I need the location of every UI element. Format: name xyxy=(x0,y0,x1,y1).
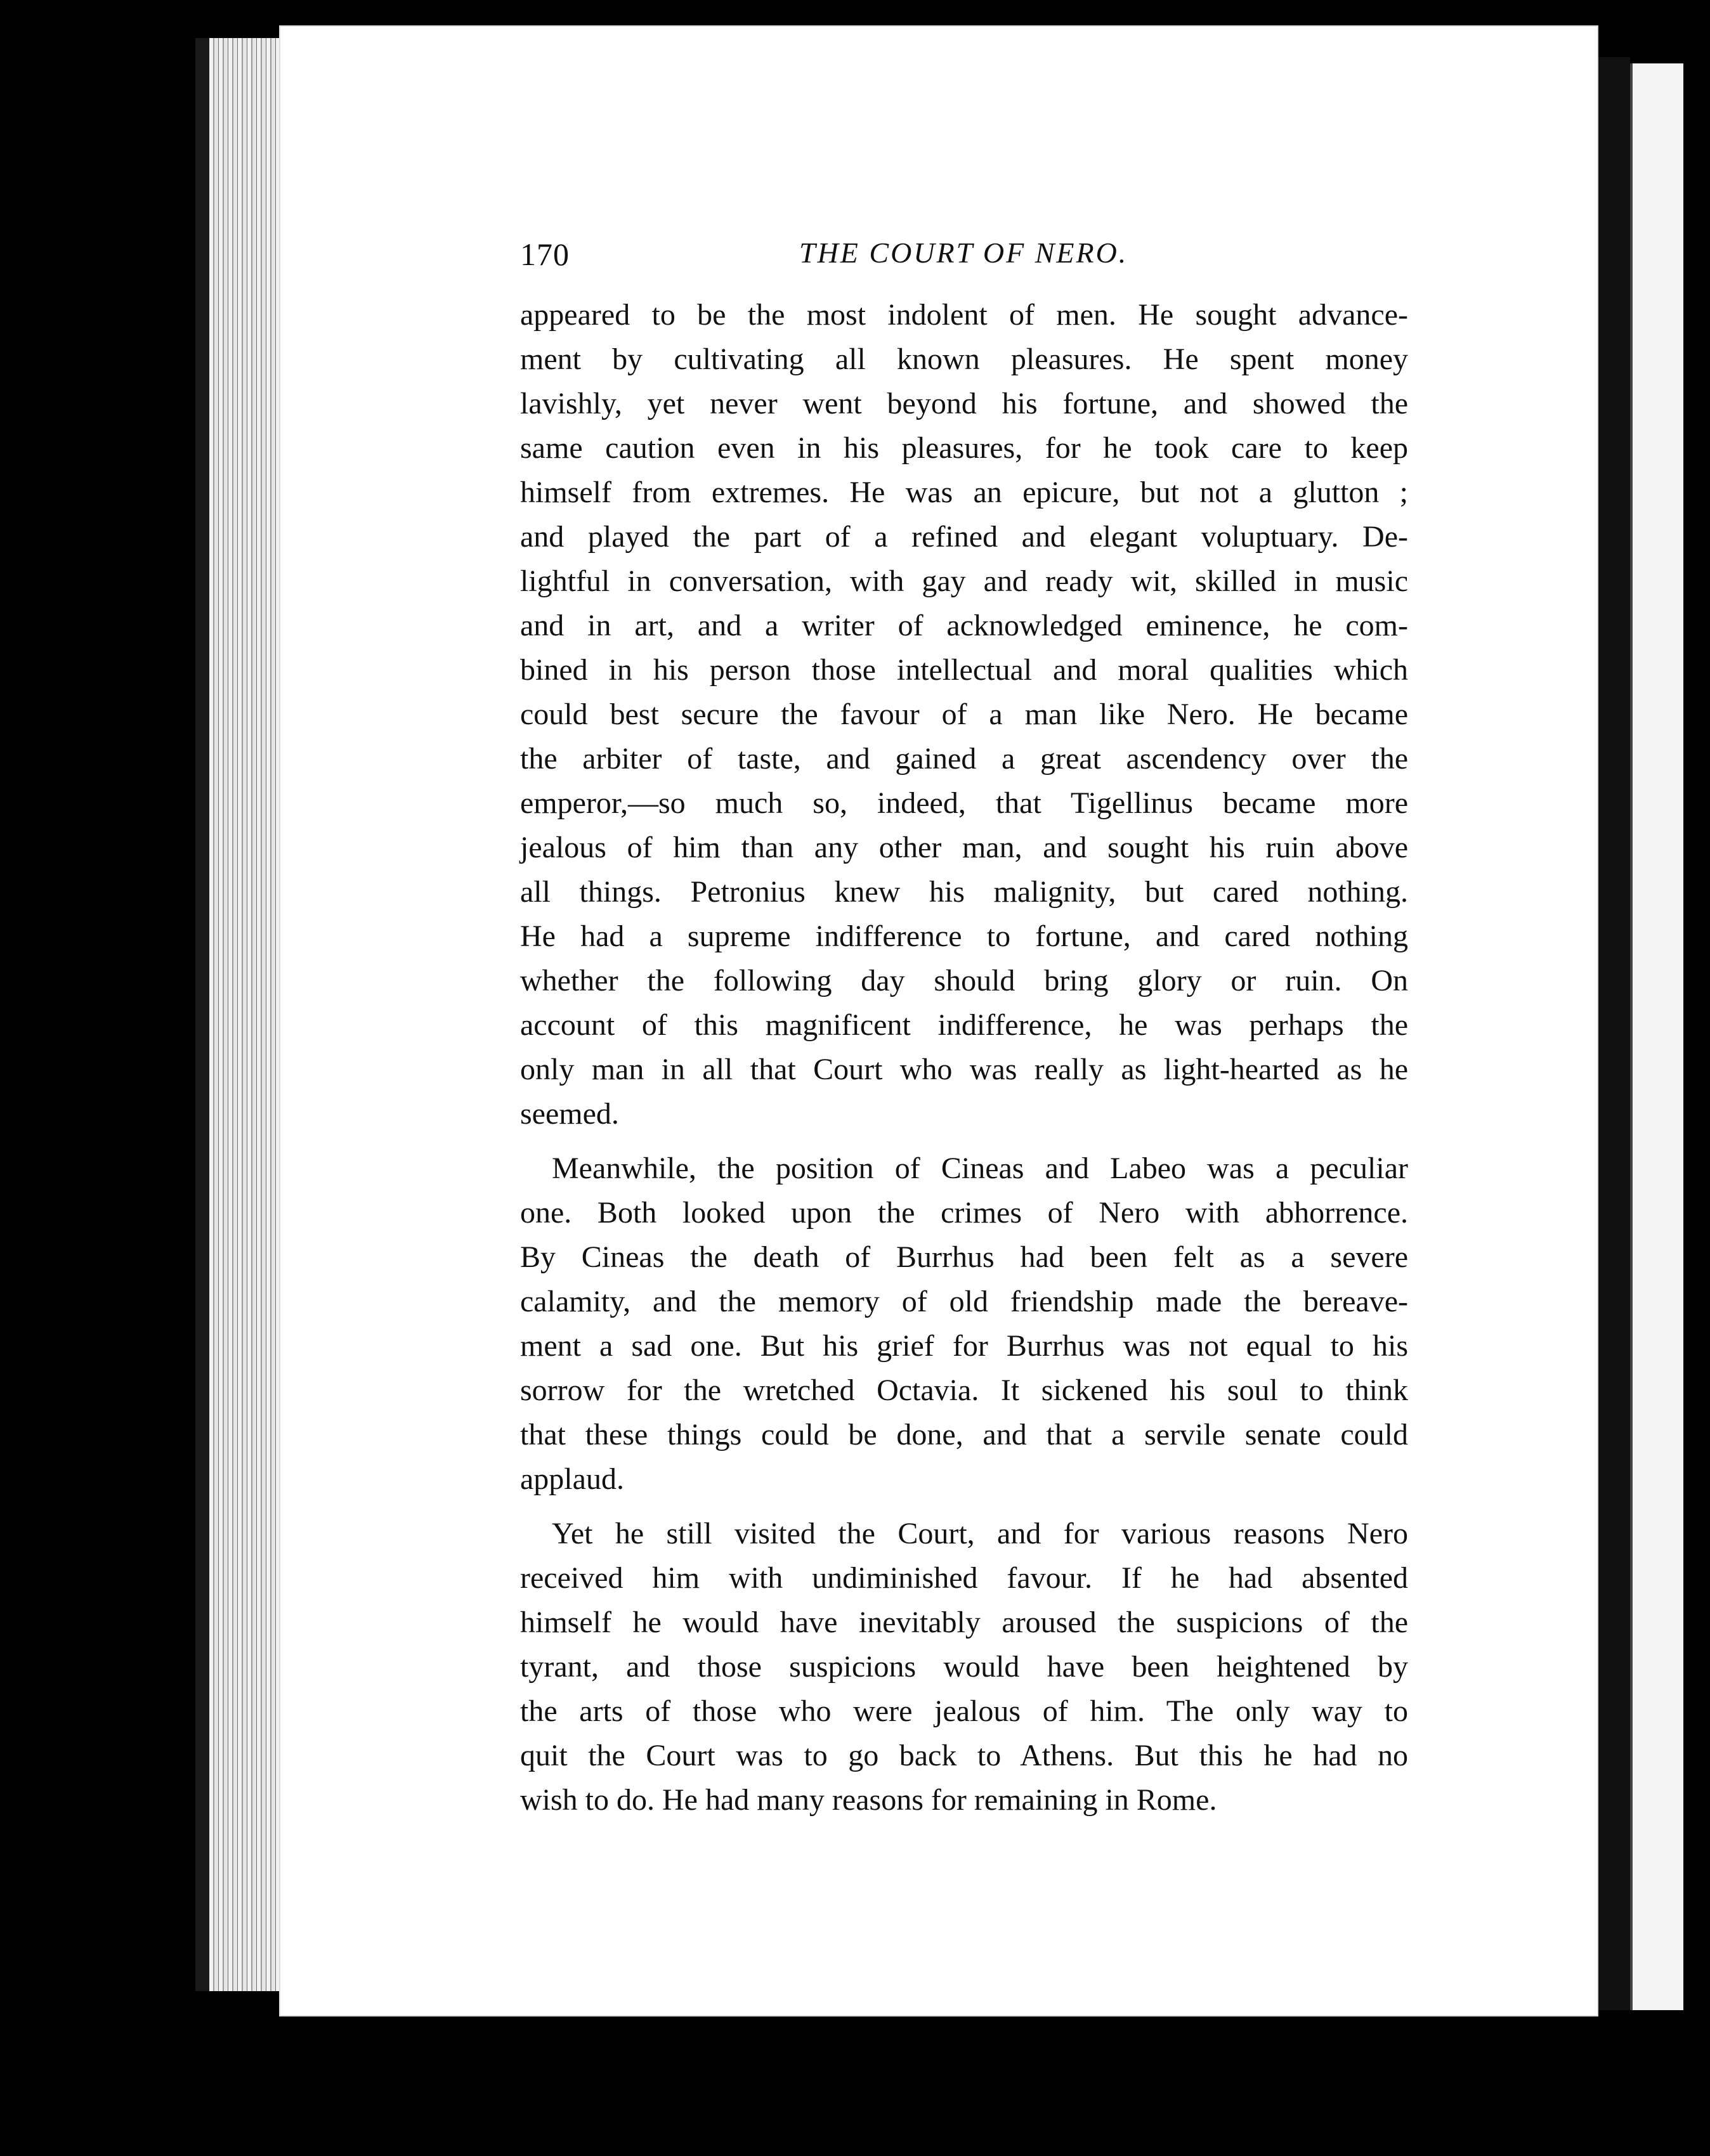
running-head xyxy=(520,236,1497,287)
text-line: whether the following day should bring glory or ruin. On xyxy=(520,964,1408,997)
text-line: emperor,—so much so, indeed, that Tigellinus became more xyxy=(520,786,1408,820)
text-line: applaud. xyxy=(520,1462,624,1496)
page-number: 170 xyxy=(520,237,570,272)
paragraph-3 xyxy=(520,1512,1408,1822)
text-line: all things. Petronius knew his malignity, but cared nothing. xyxy=(520,875,1408,909)
text-line: one. Both looked upon the crimes of Nero with abhorrence. xyxy=(520,1196,1408,1230)
text-line: appeared to be the most indolent of men. He sought advance- xyxy=(520,298,1408,332)
text-line: the arbiter of taste, and gained a great ascendency over the xyxy=(520,742,1408,776)
text-line: same caution even in his pleasures, for he took care to keep xyxy=(520,431,1408,465)
text-line: and played the part of a refined and elegant voluptuary. De- xyxy=(520,520,1408,554)
text-line: ment by cultivating all known pleasures. He spent money xyxy=(520,342,1408,376)
text-line: sorrow for the wretched Octavia. It sickened his soul to think xyxy=(520,1373,1408,1407)
text-line: tyrant, and those suspicions would have been heightened by xyxy=(520,1650,1408,1684)
text-line: Yet he still visited the Court, and for various reasons Nero xyxy=(552,1517,1408,1550)
text-line: By Cineas the death of Burrhus had been felt as a severe xyxy=(520,1240,1408,1274)
text-line: account of this magnificent indifference, he was perhaps the xyxy=(520,1008,1408,1042)
facing-page-edge xyxy=(1630,63,1683,2010)
text-line: ment a sad one. But his grief for Burrhus was not equal to his xyxy=(520,1329,1408,1363)
text-line: Meanwhile, the position of Cineas and Labeo was a peculiar xyxy=(552,1152,1408,1185)
text-line: calamity, and the memory of old friendship made the bereave- xyxy=(520,1285,1408,1318)
text-line: jealous of him than any other man, and sought his ruin above xyxy=(520,831,1408,864)
text-line: seemed. xyxy=(520,1097,619,1131)
running-title: THE COURT OF NERO. xyxy=(799,237,1128,269)
paragraph-1 xyxy=(520,293,1408,1136)
body-text xyxy=(520,293,1408,1833)
text-line: He had a supreme indifference to fortune, and cared nothing xyxy=(520,919,1408,953)
text-line: quit the Court was to go back to Athens. But this he had no xyxy=(520,1739,1408,1772)
text-line: wish to do. He had many reasons for remaining in Rome. xyxy=(520,1783,1217,1817)
paragraph-2 xyxy=(520,1146,1408,1502)
text-line: and in art, and a writer of acknowledged eminence, he com- xyxy=(520,609,1408,642)
text-line: the arts of those who were jealous of him. The only way to xyxy=(520,1694,1408,1728)
text-line: lightful in conversation, with gay and ready wit, skilled in music xyxy=(520,564,1408,598)
text-line: bined in his person those intellectual and moral qualities which xyxy=(520,653,1408,687)
text-line: lavishly, yet never went beyond his fortune, and showed the xyxy=(520,387,1408,420)
text-line: himself he would have inevitably aroused the suspicions of the xyxy=(520,1606,1408,1639)
text-line: that these things could be done, and that a servile senate could xyxy=(520,1418,1408,1451)
text-line: only man in all that Court who was really as light-hearted as he xyxy=(520,1053,1408,1086)
text-line: himself from extremes. He was an epicure, but not a glutton ; xyxy=(520,476,1408,509)
text-line: received him with undiminished favour. If he had absented xyxy=(520,1561,1408,1595)
text-line: could best secure the favour of a man like Nero. He became xyxy=(520,698,1408,731)
